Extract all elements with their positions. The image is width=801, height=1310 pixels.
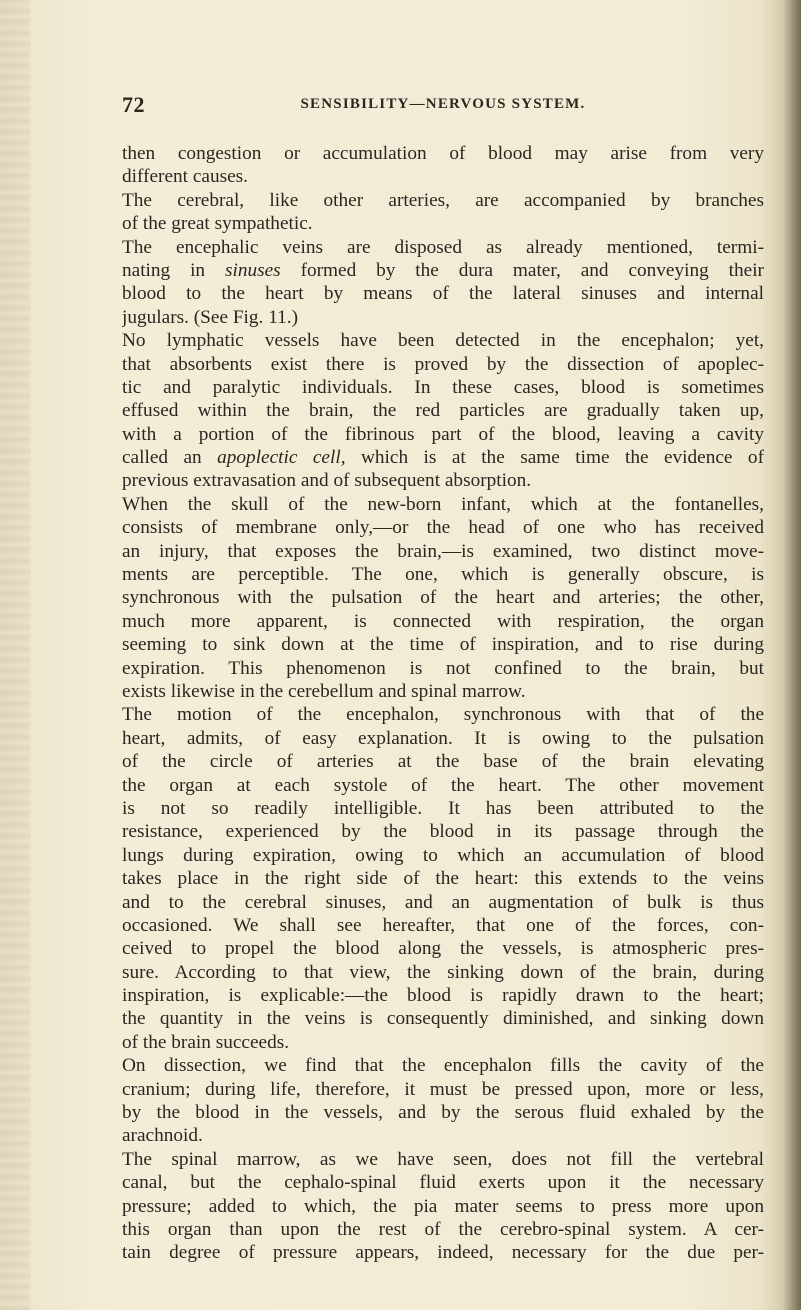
- text-line: of the great sympathetic.: [122, 213, 313, 235]
- text-line: cranium; during life, therefore, it must be pressed upon, more or less,: [122, 1078, 764, 1100]
- text-line: is not so readily intelligible. It has been attributed to the: [122, 797, 764, 819]
- text-line: inspiration, is explicable:—the blood is rapidly drawn to the heart;: [122, 985, 764, 1007]
- text-line: that absorbents exist there is proved by the dissection of apoplec-: [122, 353, 764, 375]
- text-line: with a portion of the fibrinous part of the blood, leaving a cavity: [122, 423, 764, 445]
- text-line: different causes.: [122, 166, 248, 188]
- text-line: seeming to sink down at the time of inspiration, and to rise during: [122, 634, 764, 656]
- text-line: The motion of the encephalon, synchronous with that of the: [122, 704, 764, 726]
- text-line: called an apoplectic cell, which is at the same time the evidence of: [122, 447, 764, 469]
- italic-term: sinuses: [224, 259, 281, 281]
- text-line: When the skull of the new-born infant, which at the fontanelles,: [122, 493, 764, 515]
- text-line: an injury, that exposes the brain,—is examined, two distinct move-: [122, 540, 764, 562]
- text-line: then congestion or accumulation of blood may arise from very: [122, 143, 764, 164]
- text-line: the organ at each systole of the heart. The other movement: [122, 774, 764, 796]
- binding-gutter: [0, 0, 30, 1310]
- text-line: previous extravasation and of subsequent absorption.: [122, 470, 532, 492]
- text-line: lungs during expiration, owing to which an accumulation of blood: [122, 844, 764, 866]
- text-line: tic and paralytic individuals. In these cases, blood is sometimes: [122, 376, 764, 398]
- page-number: 72: [122, 92, 145, 117]
- text-line: the quantity in the veins is consequently diminished, and sinking down: [122, 1008, 764, 1030]
- page-header: [122, 92, 764, 118]
- text-line: The encephalic veins are disposed as already mentioned, termi-: [122, 236, 764, 258]
- text-line: consists of membrane only,—or the head of one who has received: [122, 517, 764, 539]
- text-line: On dissection, we find that the encephalon fills the cavity of the: [122, 1055, 764, 1077]
- text-line: No lymphatic vessels have been detected in the encephalon; yet,: [122, 330, 764, 352]
- running-head: SENSIBILITY—NERVOUS SYSTEM.: [300, 96, 586, 112]
- text-line: ments are perceptible. The one, which is generally obscure, is: [122, 564, 764, 586]
- text-line: occasioned. We shall see hereafter, that one of the forces, con-: [122, 914, 764, 936]
- text-line: The cerebral, like other arteries, are accompanied by branches: [122, 189, 764, 211]
- text-line: exists likewise in the cerebellum and spinal marrow.: [122, 680, 526, 702]
- text-line: ceived to propel the blood along the vessels, is atmospheric pres-: [122, 938, 764, 960]
- body-text: [122, 142, 764, 1265]
- text-line: The spinal marrow, as we have seen, does not fill the vertebral: [122, 1148, 764, 1170]
- text-line: effused within the brain, the red particles are gradually taken up,: [122, 400, 764, 422]
- text-line: of the brain succeeds.: [122, 1031, 290, 1053]
- page-edge-shadow: [783, 0, 801, 1310]
- text-line: and to the cerebral sinuses, and an augmentation of bulk is thus: [122, 891, 764, 913]
- text-line: of the circle of arteries at the base of the brain elevating: [122, 751, 764, 773]
- text-line: tain degree of pressure appears, indeed, necessary for the due per-: [122, 1242, 764, 1264]
- text-line: sure. According to that view, the sinking down of the brain, during: [122, 961, 764, 983]
- text-line: nating in sinuses formed by the dura mater, and conveying their: [122, 259, 764, 281]
- text-line: blood to the heart by means of the lateral sinuses and internal: [122, 283, 764, 305]
- text-line: jugulars. (See Fig. 11.): [122, 306, 299, 328]
- text-line: by the blood in the vessels, and by the serous fluid exhaled by the: [122, 1102, 764, 1124]
- text-line: synchronous with the pulsation of the heart and arteries; the other,: [122, 587, 764, 609]
- text-line: expiration. This phenomenon is not confined to the brain, but: [122, 657, 764, 679]
- text-line: arachnoid.: [122, 1125, 203, 1147]
- text-line: canal, but the cephalo-spinal fluid exerts upon it the necessary: [122, 1172, 764, 1194]
- text-line: heart, admits, of easy explanation. It is owing to the pulsation: [122, 727, 764, 749]
- text-line: much more apparent, is connected with respiration, the organ: [122, 610, 764, 632]
- text-line: resistance, experienced by the blood in its passage through the: [122, 821, 764, 843]
- text-line: this organ than upon the rest of the cerebro-spinal system. A cer-: [122, 1218, 764, 1240]
- italic-term: apoplectic cell,: [217, 447, 346, 469]
- text-line: takes place in the right side of the heart: this extends to the veins: [122, 868, 764, 890]
- text-line: pressure; added to which, the pia mater seems to press more upon: [122, 1195, 764, 1217]
